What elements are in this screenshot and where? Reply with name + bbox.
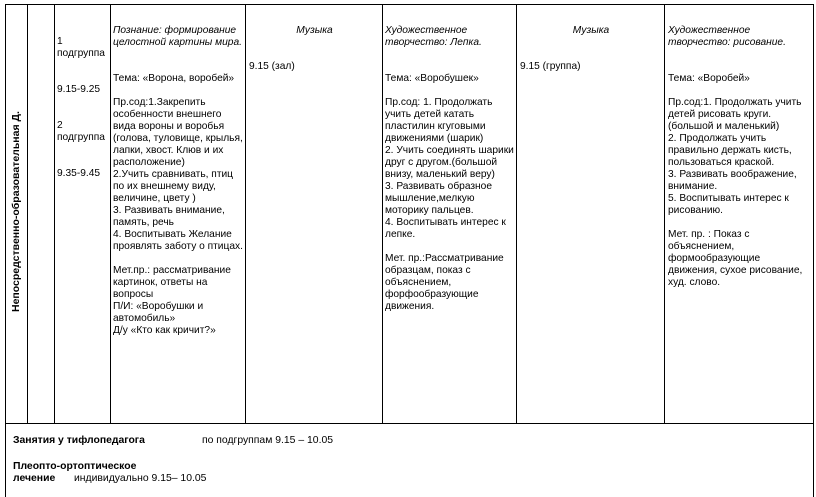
- activity-music-hall: [249, 13, 380, 85]
- activity-heading: Художественное творчество: Лепка.: [385, 25, 482, 48]
- pleopto-title-cont: лечение: [13, 473, 56, 484]
- activity-heading: Познание: формирование целостной картины мира.: [113, 25, 242, 48]
- activity-drawing: [668, 13, 810, 301]
- group2-time: 9.35-9.45: [57, 168, 101, 179]
- group1-time: 9.15-9.25: [57, 84, 101, 95]
- pleopto-title: Плеопто-ортоптическое: [13, 461, 137, 472]
- activity-body: Тема: «Воробушек» Пр.сод: 1. Продолжать учить детей катать пластилин кгуговыми движениями (шарик) 2. Учить соединять шарики друг с другом.(большой внизу, маленький веру) 3. Развивать образное мышление,мелкую моторику пальцев. 4. Воспитывать интерес к лепке. Мет. пр.:Рассматривание образцам, показ с объяснением, форфообразующие движения.: [385, 73, 514, 312]
- activity-heading: Художественное творчество: рисование.: [668, 25, 786, 48]
- table-row-divider: [5, 423, 814, 424]
- activity-cognition: [113, 13, 244, 349]
- column-divider: [54, 4, 55, 423]
- activity-music-group: [520, 13, 662, 85]
- activity-heading: Музыка: [296, 25, 333, 36]
- column-divider: [664, 4, 665, 423]
- column-divider: [27, 4, 28, 423]
- group1-label: 1 подгруппа: [57, 36, 105, 59]
- activity-heading: Музыка: [572, 25, 610, 36]
- pleopto-detail: индивидуально 9.15– 10.05: [74, 473, 207, 484]
- table-right-border: [813, 4, 814, 497]
- time-column: [57, 24, 109, 192]
- activity-body: 9.15 (группа): [520, 61, 581, 72]
- column-divider: [516, 4, 517, 423]
- table-top-border: [5, 4, 814, 5]
- table-left-border: [5, 4, 6, 497]
- tiflo-detail: по подгруппам 9.15 – 10.05: [202, 435, 334, 446]
- column-divider: [110, 4, 111, 423]
- column-divider: [245, 4, 246, 423]
- tiflo-title: Занятия у тифлопедагога: [13, 435, 145, 446]
- group2-label: 2 подгруппа: [57, 120, 105, 143]
- activity-modeling: [385, 13, 515, 325]
- activity-body: 9.15 (зал): [249, 61, 295, 72]
- column-divider: [382, 4, 383, 423]
- activity-body: Тема: «Ворона, воробей» Пр.сод:1.Закрепить особенности внешнего вида вороны и воробья (голова, туловище, крылья, лапки, хвост. Клюв и их расположение) 2.Учить сравнивать, птиц по их внешнему виду, величине, цвету ) 3. Развивать внимание, память, речь 4. Воспитывать Желание проявлять заботу о птицах. Мет.пр.: рассматривание картинок, ответы на вопросы П/И: «Воробушки и автомобиль» Д/у «Кто как кричит?»: [113, 73, 243, 336]
- activity-body: Тема: «Воробей» Пр.сод:1. Продолжать учить детей рисовать круги.(большой и маленький) 2. Продолжать учить правильно держать кисть, пользоваться краской. 3. Развивать воображение, внимание. 5. Воспитывать интерес к рисованию. Мет. пр. : Показ с объяснением, формообразующие движения, сухое рисование, худ. слово.: [668, 73, 803, 288]
- side-label: Непосредственно-образовательная Д.: [10, 111, 22, 312]
